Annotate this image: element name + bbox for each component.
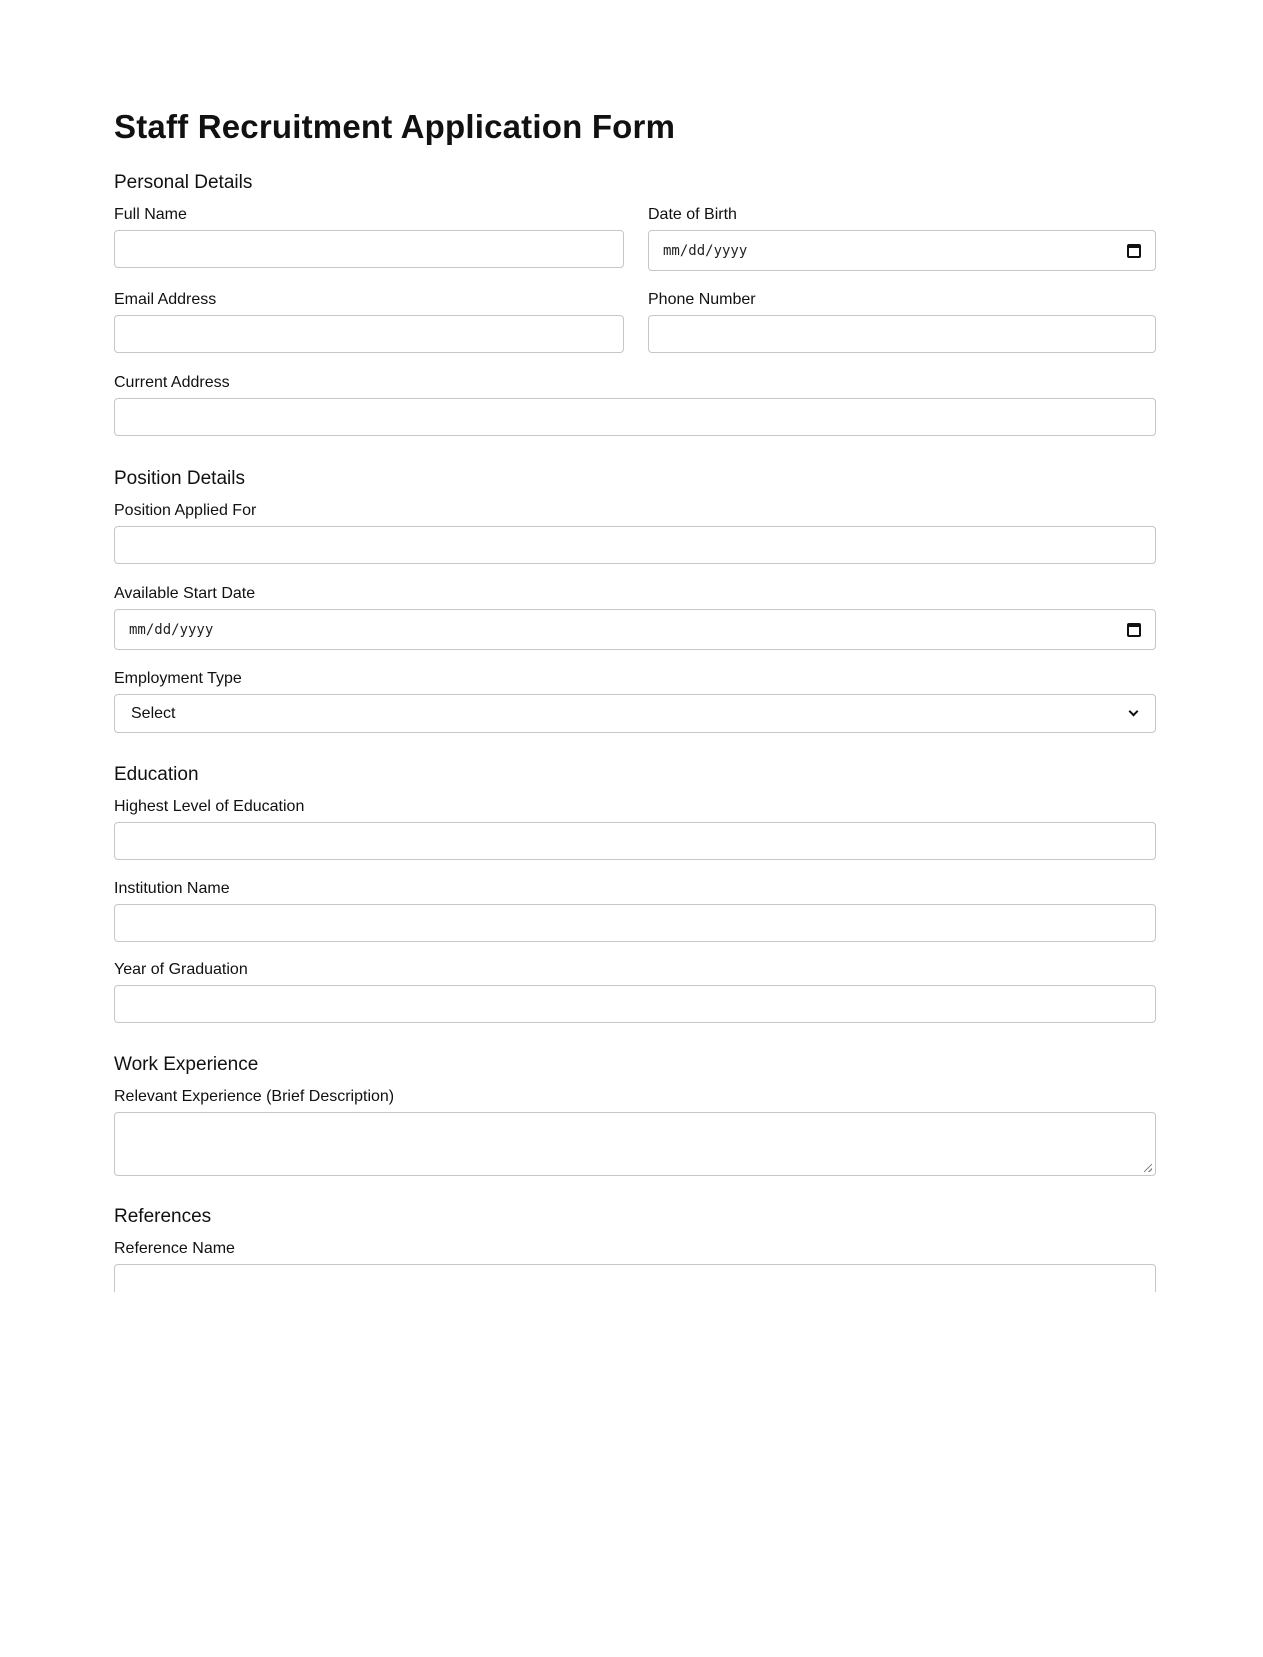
position-applied-for-label: Position Applied For	[114, 502, 257, 519]
employment-type-selected-value: Select	[131, 704, 176, 722]
phone-number-input[interactable]	[648, 315, 1156, 353]
date-of-birth-input[interactable]	[648, 230, 1156, 271]
year-of-graduation-input[interactable]	[114, 985, 1156, 1023]
employment-type-select[interactable]	[114, 694, 1156, 733]
reference-name-label: Reference Name	[114, 1240, 235, 1257]
section-title-references: References	[114, 1206, 212, 1227]
employment-type-label: Employment Type	[114, 670, 242, 687]
institution-name-input[interactable]	[114, 904, 1156, 942]
position-applied-for-input[interactable]	[114, 526, 1156, 564]
current-address-label: Current Address	[114, 374, 230, 391]
phone-number-label: Phone Number	[648, 291, 756, 308]
highest-education-input[interactable]	[114, 822, 1156, 860]
available-start-date-input[interactable]	[114, 609, 1156, 650]
reference-name-input[interactable]	[114, 1264, 1156, 1292]
available-start-date-label: Available Start Date	[114, 585, 256, 602]
section-title-position-details: Position Details	[114, 468, 245, 489]
email-address-input[interactable]	[114, 315, 624, 353]
relevant-experience-label: Relevant Experience (Brief Description)	[114, 1088, 395, 1105]
resize-grip-icon[interactable]	[1144, 1164, 1152, 1172]
section-title-work-experience: Work Experience	[114, 1054, 259, 1075]
date-of-birth-label: Date of Birth	[648, 206, 737, 223]
full-name-label: Full Name	[114, 206, 187, 223]
current-address-input[interactable]	[114, 398, 1156, 436]
calendar-icon[interactable]	[1127, 244, 1141, 258]
email-address-label: Email Address	[114, 291, 217, 308]
year-of-graduation-label: Year of Graduation	[114, 961, 248, 978]
chevron-down-icon[interactable]	[1129, 707, 1139, 717]
calendar-icon[interactable]	[1127, 623, 1141, 637]
available-start-date-placeholder: mm/dd/yyyy	[129, 621, 214, 638]
highest-education-label: Highest Level of Education	[114, 798, 305, 815]
form-title: Staff Recruitment Application Form	[114, 108, 676, 145]
date-of-birth-placeholder: mm/dd/yyyy	[663, 242, 748, 259]
section-title-education: Education	[114, 764, 199, 785]
institution-name-label: Institution Name	[114, 880, 230, 897]
section-title-personal-details: Personal Details	[114, 172, 253, 193]
full-name-input[interactable]	[114, 230, 624, 268]
relevant-experience-textarea[interactable]	[114, 1112, 1156, 1176]
